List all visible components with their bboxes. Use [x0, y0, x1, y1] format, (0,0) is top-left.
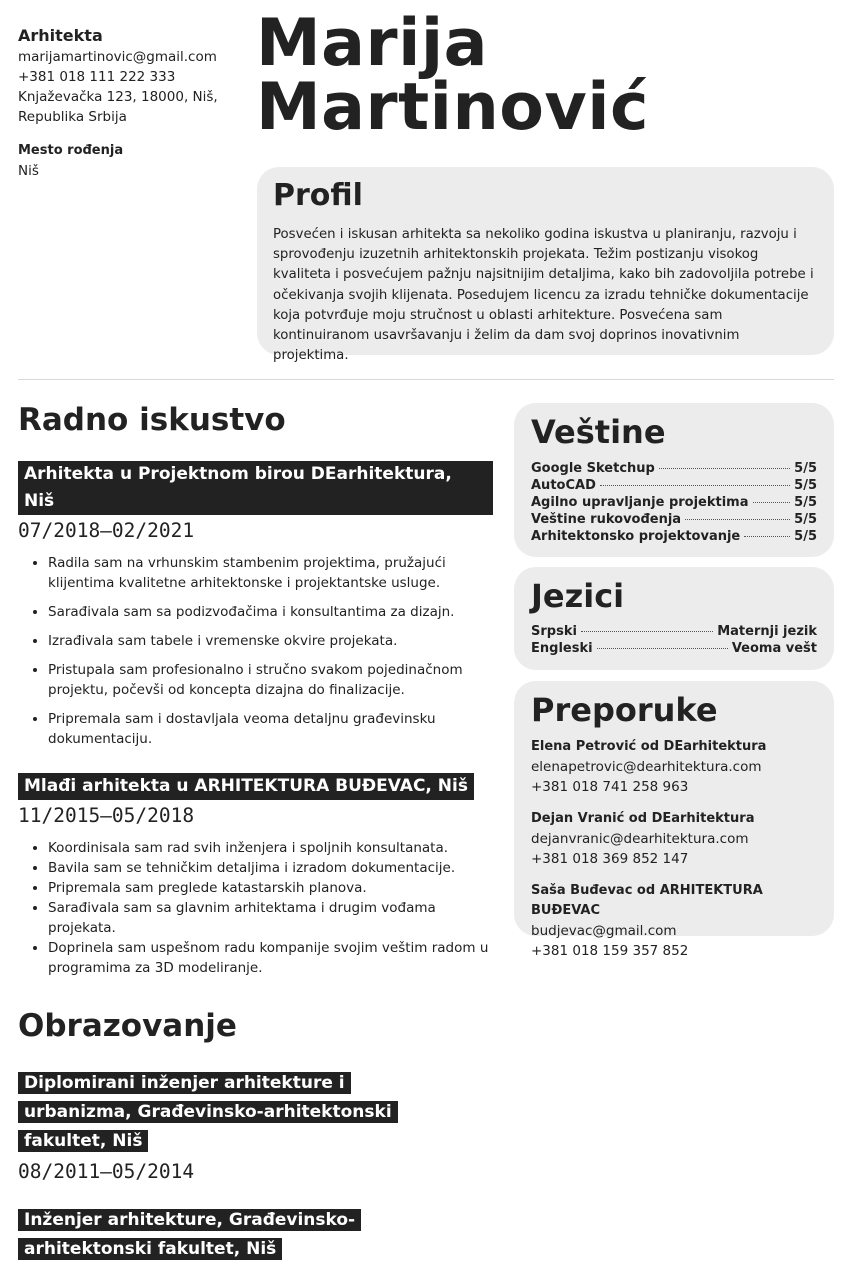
contact-block: [18, 26, 243, 181]
job-duties: [18, 838, 493, 978]
skills-card: [514, 403, 834, 557]
profile-title: Profil: [273, 178, 363, 213]
skill-level: 5/5: [794, 529, 817, 544]
skill-level: 5/5: [794, 461, 817, 476]
birthplace-label: Mesto rođenja: [18, 143, 124, 158]
language-name: Srpski: [531, 624, 577, 639]
skill-row: [531, 477, 817, 494]
languages-card: [514, 567, 834, 670]
references-card: [514, 681, 834, 959]
profile-text: Posvećen i iskusan arhitekta sa nekoliko godina iskustva u planiranju, razvoju i sprovođenju izuzetnih arhitektonskih projekata. Težim postizanju visokog kvaliteta i posvećujem pažnju najsitnijim detaljima, kako bih zadovoljila potrebe i očekivanja svojih klijenata. Posedujem licencu za izradu tehničke dokumentacije koja potvrđuje moju stručnost u oblasti arhitekture. Posvećena sam kontinuiranom usavršavanju i želim da dam svoj doprinos inovativnim projektima.: [273, 227, 814, 364]
references-title: Preporuke: [531, 691, 718, 729]
skill-level: 5/5: [794, 495, 817, 510]
address-line1: Knjaževačka 123, 18000, Niš,: [18, 89, 218, 105]
job-entry: [18, 773, 493, 978]
skill-name: AutoCAD: [531, 478, 596, 493]
job-dates: 07/2018—02/2021: [18, 519, 195, 542]
experience-title: Radno iskustvo: [18, 402, 286, 438]
profile-section: [257, 167, 834, 364]
skill-name: Arhitektonsko projektovanje: [531, 529, 741, 544]
reference-name: Elena Petrović od DEarhitektura: [531, 739, 767, 754]
education-dates: 08/2011—05/2014: [18, 1160, 195, 1183]
list-item: • Pripremala sam i dostavljala veoma detaljnu građevinsku dokumentaciju.: [48, 709, 493, 749]
language-row: [531, 623, 817, 640]
job-position: Mlađi arhitekta u ARHITEKTURA BUĐEVAC, Niš: [18, 773, 474, 800]
reference-entry: [531, 809, 817, 869]
first-name: Marija: [256, 6, 489, 81]
reference-name: Dejan Vranić od DEarhitektura: [531, 811, 755, 826]
job-entry: [18, 461, 493, 749]
list-item: • Koordinisala sam rad svih inženjera i spoljnih konsultanata.: [48, 838, 493, 858]
skill-name: Google Sketchup: [531, 461, 655, 476]
skills-title: Veštine: [531, 413, 666, 451]
education-entry: [18, 1206, 478, 1264]
reference-entry: [531, 737, 817, 797]
skill-row: [531, 460, 817, 477]
language-level: Veoma vešt: [731, 641, 817, 656]
divider: [18, 379, 834, 380]
list-item: • Sarađivala sam sa podizvođačima i konsultantima za dizajn.: [48, 602, 493, 622]
list-item: • Pripremala sam preglede katastarskih planova.: [48, 878, 493, 898]
address-line2: Republika Srbija: [18, 109, 127, 125]
reference-phone[interactable]: +381 018 159 357 852: [531, 943, 689, 959]
full-name: [256, 6, 650, 145]
job-dates: 11/2015—05/2018: [18, 804, 195, 827]
languages-title: Jezici: [531, 577, 625, 615]
birthplace: Niš: [18, 163, 39, 179]
list-item: • Izrađivala sam tabele i vremenske okvire projekata.: [48, 631, 493, 651]
skill-name: Veštine rukovođenja: [531, 512, 682, 527]
reference-email[interactable]: dejanvranic@dearhitektura.com: [531, 831, 749, 847]
reference-phone[interactable]: +381 018 741 258 963: [531, 779, 689, 795]
list-item: • Bavila sam se tehničkim detaljima i izradom dokumentacije.: [48, 858, 493, 878]
reference-entry: [531, 881, 817, 961]
skill-row: [531, 494, 817, 511]
job-duties: [18, 553, 493, 749]
list-item: • Radila sam na vrhunskim stambenim projektima, pružajući klijentima kvalitetne arhitektonske i projektantske usluge.: [48, 553, 493, 593]
list-item: • Sarađivala sam sa glavnim arhitektama i drugim vođama projekata.: [48, 898, 493, 938]
skill-name: Agilno upravljanje projektima: [531, 495, 749, 510]
language-row: [531, 640, 817, 657]
job-position: Arhitekta u Projektnom birou DEarhitektura, Niš: [18, 461, 493, 515]
phone[interactable]: +381 018 111 222 333: [18, 69, 176, 85]
skill-row: [531, 528, 817, 545]
reference-email[interactable]: elenapetrovic@dearhitektura.com: [531, 759, 762, 775]
education-entry: [18, 1069, 458, 1186]
main-column: [18, 400, 493, 1264]
list-item: • Pristupala sam profesionalno i stručno svakom pojedinačnom projektu, počevši od koncepta dizajna do finalizacije.: [48, 660, 493, 700]
reference-phone[interactable]: +381 018 369 852 147: [531, 851, 689, 867]
skill-row: [531, 511, 817, 528]
reference-name: Saša Buđevac od ARHITEKTURA BUĐEVAC: [531, 883, 763, 918]
skill-level: 5/5: [794, 478, 817, 493]
last-name: Martinović: [256, 70, 650, 145]
education-degree: Inženjer arhitekture, Građevinsko-arhitektonski fakultet, Niš: [18, 1209, 361, 1260]
reference-email[interactable]: budjevac@gmail.com: [531, 923, 677, 939]
education-degree: Diplomirani inženjer arhitekture i urbanizma, Građevinsko-arhitektonski fakultet, Niš: [18, 1072, 398, 1152]
language-level: Maternji jezik: [717, 624, 817, 639]
skill-level: 5/5: [794, 512, 817, 527]
email[interactable]: marijamartinovic@gmail.com: [18, 49, 217, 65]
list-item: • Doprinela sam uspešnom radu kompanije svojim veštim radom u programima za 3D modeliranje.: [48, 938, 493, 978]
education-title: Obrazovanje: [18, 1008, 237, 1044]
language-name: Engleski: [531, 641, 593, 656]
job-title: Arhitekta: [18, 26, 103, 45]
